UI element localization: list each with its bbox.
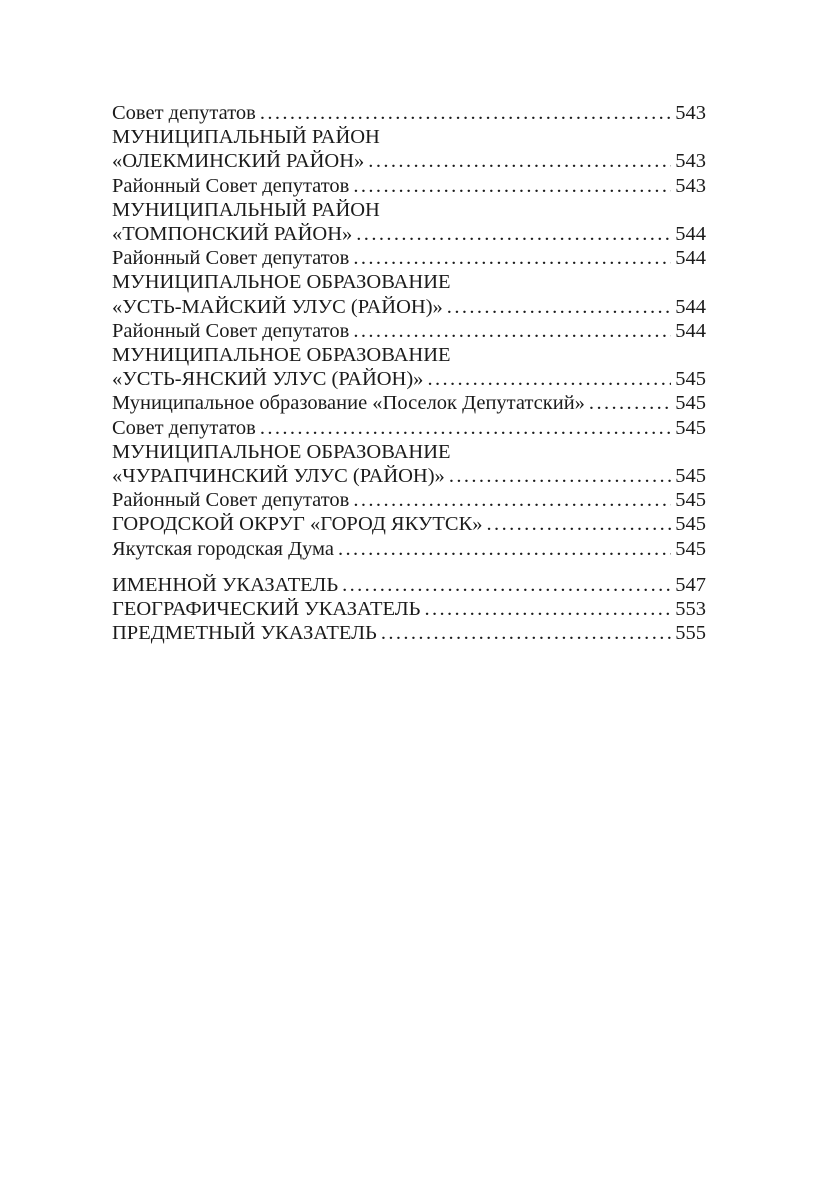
toc-entry xyxy=(112,270,706,294)
toc-entry-page-number: 543 xyxy=(675,150,706,173)
toc-entry-label: «ЧУРАПЧИНСКИЙ УЛУС (РАЙОН)» xyxy=(112,465,445,488)
toc-entry-page-number: 545 xyxy=(675,489,706,512)
toc-entry xyxy=(112,174,706,198)
dot-leader xyxy=(342,573,671,597)
toc-entry xyxy=(112,416,706,440)
toc-entry-page-number: 553 xyxy=(675,598,706,621)
toc-entry-page-number: 545 xyxy=(675,392,706,415)
toc-entry-label: МУНИЦИПАЛЬНОЕ ОБРАЗОВАНИЕ xyxy=(112,440,451,463)
toc-entry-label: Якутская городская Дума xyxy=(112,537,334,560)
toc-entry-label: «УСТЬ-МАЙСКИЙ УЛУС (РАЙОН)» xyxy=(112,295,443,318)
dot-leader xyxy=(424,597,671,621)
toc-entry-page-number: 543 xyxy=(675,102,706,124)
toc-entry xyxy=(112,464,706,488)
toc-entry-label: Совет депутатов xyxy=(112,416,256,439)
toc-entry xyxy=(112,391,706,415)
dot-leader xyxy=(353,246,671,270)
toc-entry xyxy=(112,597,706,621)
toc-entry xyxy=(112,573,706,597)
toc-entry xyxy=(112,198,706,222)
toc-entry-label: Совет депутатов xyxy=(112,102,256,124)
toc-entry-label: Муниципальное образование «Поселок Депутатский» xyxy=(112,392,585,415)
toc-entry-page-number: 544 xyxy=(675,223,706,246)
toc-entry-list xyxy=(112,101,706,561)
toc-entry xyxy=(112,537,706,561)
dot-leader xyxy=(260,101,671,125)
toc-entry xyxy=(112,149,706,173)
toc-entry-page-number: 545 xyxy=(675,537,706,560)
dot-leader xyxy=(381,621,671,645)
toc-entry-page-number: 545 xyxy=(675,465,706,488)
toc-entry xyxy=(112,295,706,319)
toc-entry-page-number: 547 xyxy=(675,573,706,596)
toc-entry xyxy=(112,343,706,367)
toc-entry xyxy=(112,125,706,149)
toc-entry-label: МУНИЦИПАЛЬНЫЙ РАЙОН xyxy=(112,126,380,149)
toc-entry-label: Районный Совет депутатов xyxy=(112,319,350,342)
toc-entry xyxy=(112,246,706,270)
dot-leader xyxy=(447,295,671,319)
table-of-contents xyxy=(112,101,706,645)
toc-entry-label: МУНИЦИПАЛЬНОЕ ОБРАЗОВАНИЕ xyxy=(112,271,451,294)
dot-leader xyxy=(260,416,671,440)
dot-leader xyxy=(449,464,671,488)
toc-entry-label: МУНИЦИПАЛЬНЫЙ РАЙОН xyxy=(112,198,380,221)
toc-entry xyxy=(112,367,706,391)
toc-entry xyxy=(112,222,706,246)
toc-entry xyxy=(112,440,706,464)
dot-leader xyxy=(589,391,671,415)
toc-entry-page-number: 545 xyxy=(675,513,706,536)
toc-entry xyxy=(112,101,706,125)
toc-entry-label: ИМЕННОЙ УКАЗАТЕЛЬ xyxy=(112,573,339,596)
toc-entry-page-number: 545 xyxy=(675,416,706,439)
toc-entry-label: Районный Совет депутатов xyxy=(112,489,350,512)
toc-entry xyxy=(112,319,706,343)
dot-leader xyxy=(353,488,671,512)
toc-entry-label: ПРЕДМЕТНЫЙ УКАЗАТЕЛЬ xyxy=(112,622,377,645)
toc-entry-page-number: 544 xyxy=(675,247,706,270)
toc-entry-label: Районный Совет депутатов xyxy=(112,174,350,197)
toc-entry xyxy=(112,488,706,512)
toc-entry-label: Районный Совет депутатов xyxy=(112,247,350,270)
dot-leader xyxy=(338,537,671,561)
dot-leader xyxy=(368,149,671,173)
toc-entry-label: «ОЛЕКМИНСКИЙ РАЙОН» xyxy=(112,150,365,173)
toc-entry-page-number: 545 xyxy=(675,368,706,391)
dot-leader xyxy=(487,512,672,536)
toc-entry-label: ГОРОДСКОЙ ОКРУГ «ГОРОД ЯКУТСК» xyxy=(112,513,483,536)
dot-leader xyxy=(427,367,671,391)
toc-entry-page-number: 544 xyxy=(675,319,706,342)
dot-leader xyxy=(353,319,671,343)
toc-entry xyxy=(112,621,706,645)
toc-entry-label: «ТОМПОНСКИЙ РАЙОН» xyxy=(112,223,353,246)
toc-entry-page-number: 543 xyxy=(675,174,706,197)
toc-entry-label: ГЕОГРАФИЧЕСКИЙ УКАЗАТЕЛЬ xyxy=(112,598,421,621)
dot-leader xyxy=(356,222,671,246)
index-entry-list xyxy=(112,573,706,646)
toc-entry xyxy=(112,512,706,536)
toc-entry-label: «УСТЬ-ЯНСКИЙ УЛУС (РАЙОН)» xyxy=(112,368,424,391)
toc-entry-label: МУНИЦИПАЛЬНОЕ ОБРАЗОВАНИЕ xyxy=(112,344,451,367)
toc-entry-page-number: 555 xyxy=(675,622,706,645)
dot-leader xyxy=(353,174,671,198)
toc-entry-page-number: 544 xyxy=(675,295,706,318)
